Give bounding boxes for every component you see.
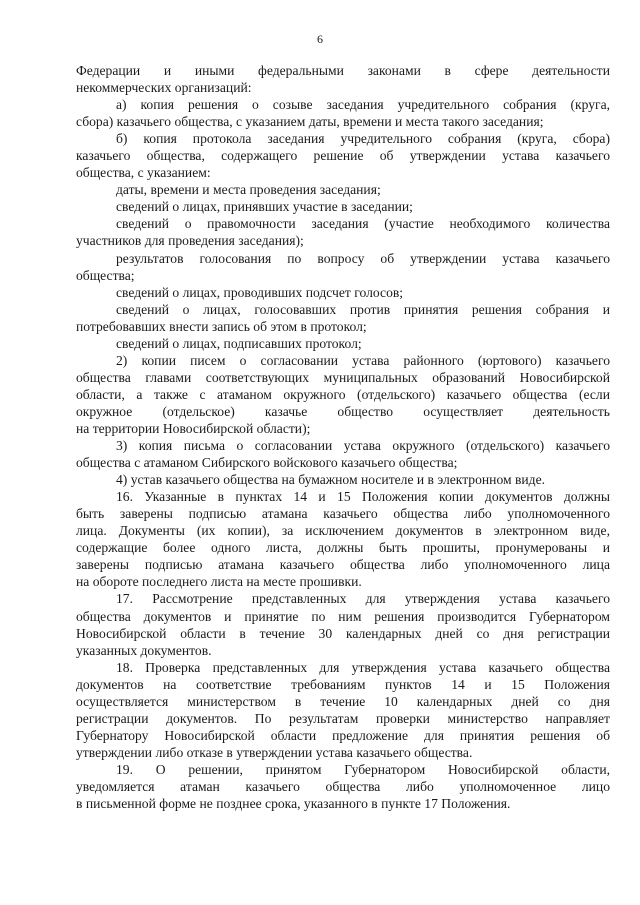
paragraph-line: сведений о лицах, подписавших протокол; xyxy=(116,335,362,351)
paragraph-line: уведомляется атаман казачьего общества либо уполномоченное лицо xyxy=(76,778,610,794)
paragraph-line: 4) устав казачьего общества на бумажном носителе и в электронном виде. xyxy=(116,472,546,488)
paragraph-line: некоммерческих организаций: xyxy=(76,80,252,96)
paragraph-line: 16. Указанные в пунктах 14 и 15 Положения копии документов должны xyxy=(116,489,610,505)
paragraph-line: Новосибирской области в течение 30 календарных дней со дня регистрации xyxy=(76,625,610,641)
paragraph-line: сведений о правомочности заседания (участие необходимого количества xyxy=(116,216,610,232)
paragraph-line: результатов голосования по вопросу об утверждении устава казачьего xyxy=(116,250,610,266)
paragraph-line: области, а также с атаманом окружного (отдельского) казачьего общества (если xyxy=(76,386,610,402)
paragraph-line: сбора) казачьего общества, с указанием даты, времени и места такого заседания; xyxy=(76,114,544,130)
paragraph-line: заверены подписью атамана казачьего общества либо уполномоченного лица xyxy=(76,557,610,573)
paragraph-line: Федерации и иными федеральными законами в сфере деятельности xyxy=(76,63,610,78)
paragraph-line: указанных документов. xyxy=(76,642,212,658)
paragraph-line: 2) копии писем о согласовании устава районного (юртового) казачьего xyxy=(116,352,610,368)
paragraph-line: участников для проведения заседания); xyxy=(76,233,304,249)
paragraph-line: б) копия протокола заседания учредительного собрания (круга, сбора) xyxy=(116,131,610,147)
paragraph-line: на обороте последнего листа на месте прошивки. xyxy=(76,574,362,590)
paragraph-line: общества документов и принятие по ним решения производится Губернатором xyxy=(76,608,610,624)
paragraph-line: быть заверены подписью атамана казачьего общества либо уполномоченного xyxy=(76,506,610,522)
page-number: 6 xyxy=(317,32,323,46)
paragraph-line: регистрации документов. По результатам проверки министерство направляет xyxy=(76,710,610,726)
paragraph-line: утверждении либо отказе в утверждении устава казачьего общества. xyxy=(76,744,473,760)
paragraph-line: сведений о лицах, проводивших подсчет голосов; xyxy=(116,284,404,300)
paragraph-line: сведений о лицах, голосовавших против принятия решения собрания и xyxy=(116,301,610,317)
paragraph-line: общества главами соответствующих муниципальных образований Новосибирской xyxy=(76,369,610,385)
paragraph-line: 18. Проверка представленных для утверждения устава казачьего общества xyxy=(116,659,610,675)
paragraph-line: сведений о лицах, принявших участие в заседании; xyxy=(116,199,413,215)
paragraph-line: общества, с указанием: xyxy=(76,165,211,181)
paragraph-line: Губернатору Новосибирской области предложение для принятия решения об xyxy=(76,727,610,743)
paragraph-line: окружное (отдельское) казачье общество осуществляет деятельность xyxy=(76,403,610,419)
paragraph-line: в письменной форме не позднее срока, указанного в пункте 17 Положения. xyxy=(76,796,511,812)
paragraph-line: а) копия решения о созыве заседания учредительного собрания (круга, xyxy=(116,97,610,113)
paragraph-line: на территории Новосибирской области); xyxy=(76,420,311,436)
paragraph-line: даты, времени и места проведения заседания; xyxy=(116,182,381,198)
paragraph-line: общества; xyxy=(76,267,135,283)
paragraph-line: казачьего общества, содержащего решение об утверждении устава казачьего xyxy=(76,148,610,164)
document-body xyxy=(76,62,610,812)
paragraph-line: общества с атаманом Сибирского войскового казачьего общества; xyxy=(76,455,458,471)
paragraph-line: 17. Рассмотрение представленных для утверждения устава казачьего xyxy=(116,591,610,607)
paragraph-line: лица. Документы (их копии), за исключением документов в электронном виде, xyxy=(76,523,610,539)
paragraph-line: потребовавших внести запись об этом в протокол; xyxy=(76,318,367,334)
paragraph-line: 19. О решении, принятом Губернатором Новосибирской области, xyxy=(116,761,610,777)
paragraph-line: 3) копия письма о согласовании устава окружного (отдельского) казачьего xyxy=(116,438,610,454)
paragraph-line: содержащие более одного листа, должны быть прошиты, пронумерованы и xyxy=(76,540,610,556)
paragraph-line: документов на соответствие требованиям пунктов 14 и 15 Положения xyxy=(76,676,610,692)
paragraph-line: осуществляется министерством в течение 10 календарных дней со дня xyxy=(76,693,610,709)
